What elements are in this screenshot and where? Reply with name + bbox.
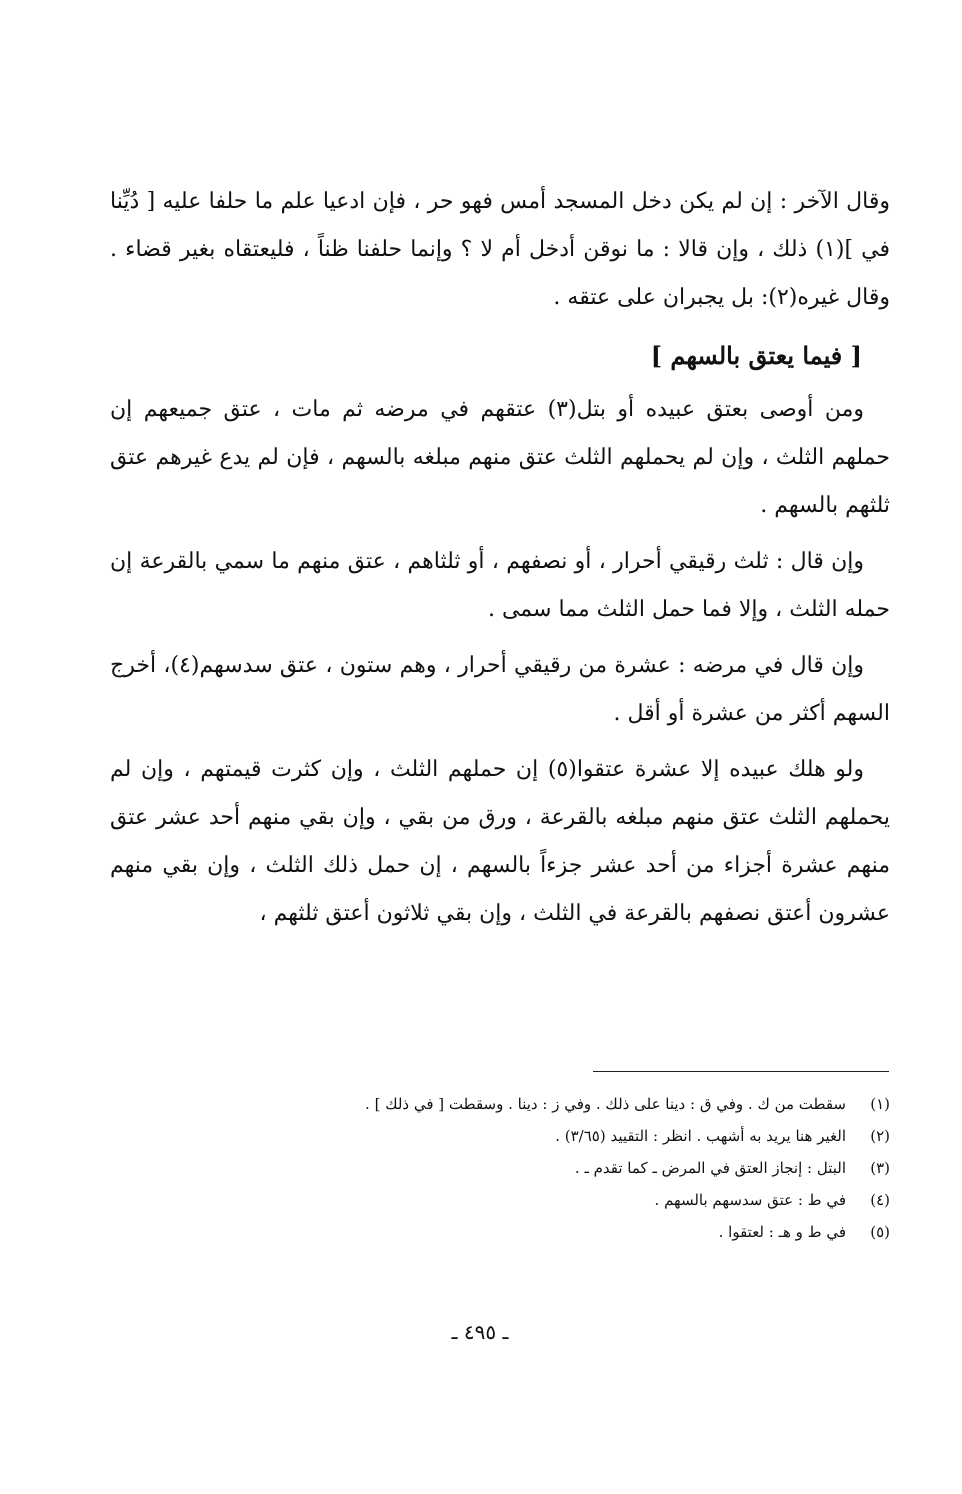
footnote-number: (٢) (870, 1127, 890, 1145)
footnote-text: سقطت من ك . وفي ق : دينا على ذلك . وفي ز : دينا . وسقطت [ في ذلك ] . (365, 1095, 846, 1113)
paragraph-5: ولو هلك عبيده إلا عشرة عتقوا(٥) إن حملهم الثلث ، وإن كثرت قيمتهم ، وإن لم يحملهم الثلث عتق منهم مبلغه بالقرعة ، ورق من بقي ، وإن بقي منهم أحد عشر عتق منهم عشرة أجزاء من أحد عشر جزءاً بالسهم ، إن حمل ذلك الثلث ، وإن بقي منهم عشرون أعتق نصفهم بالقرعة في الثلث ، وإن بقي ثلاثون أعتق ثلثهم ، (110, 757, 890, 926)
paragraph-3: وإن قال : ثلث رقيقي أحرار ، أو نصفهم ، أو ثلثاهم ، عتق منهم ما سمي بالقرعة إن حمله الثلث ، وإلا فما حمل الثلث مما سمى . (110, 549, 890, 622)
footnote-5 (110, 1216, 890, 1248)
paragraph-4: وإن قال في مرضه : عشرة من رقيقي أحرار ، وهم ستون ، عتق سدسهم(٤)، أخرج السهم أكثر من عشرة أو أقل . (110, 653, 890, 726)
page-number: ـ ٤٩٥ ـ (451, 1320, 509, 1344)
footnote-text: في ط و هـ : لعتقوا . (718, 1223, 846, 1241)
paragraph-1: وقال الآخر : إن لم يكن دخل المسجد أمس فهو حر ، فإن ادعيا علم ما حلفا عليه [ دُيِّنا في ](١) ذلك ، وإن قالا : ما نوقن أدخل أم لا ؟ وإنما حلفنا ظناً ، فليعتقاه بغير قضاء . وقال غيره(٢): بل يجبران على عتقه . (110, 189, 890, 310)
footnote-2 (110, 1120, 890, 1152)
footnote-1 (110, 1088, 890, 1120)
footnote-4 (110, 1184, 890, 1216)
footnote-text: في ط : عتق سدسهم بالسهم . (654, 1191, 846, 1209)
footnotes (110, 1088, 890, 1248)
section-heading: [ فيما يعتق بالسهم ] (650, 341, 862, 370)
footnote-number: (١) (870, 1095, 890, 1113)
footnote-number: (٣) (870, 1159, 890, 1177)
footnote-number: (٥) (870, 1223, 890, 1241)
page-body (110, 178, 890, 946)
footnote-number: (٤) (870, 1191, 890, 1209)
footnote-3 (110, 1152, 890, 1184)
paragraph-2: ومن أوصى بعتق عبيده أو بتل(٣) عتقهم في مرضه ثم مات ، عتق جميعهم إن حملهم الثلث ، وإن لم يحملهم الثلث عتق منهم مبلغه بالسهم ، فإن لم يدع غيرهم عتق ثلثهم بالسهم . (110, 397, 890, 518)
footnote-text: البتل : إنجاز العتق في المرض ـ كما تقدم ـ . (574, 1159, 846, 1177)
footnote-text: الغير هنا يريد به أشهب . انظر : التقييد (٣/٦٥) . (555, 1127, 846, 1145)
footnote-separator (593, 1071, 889, 1072)
